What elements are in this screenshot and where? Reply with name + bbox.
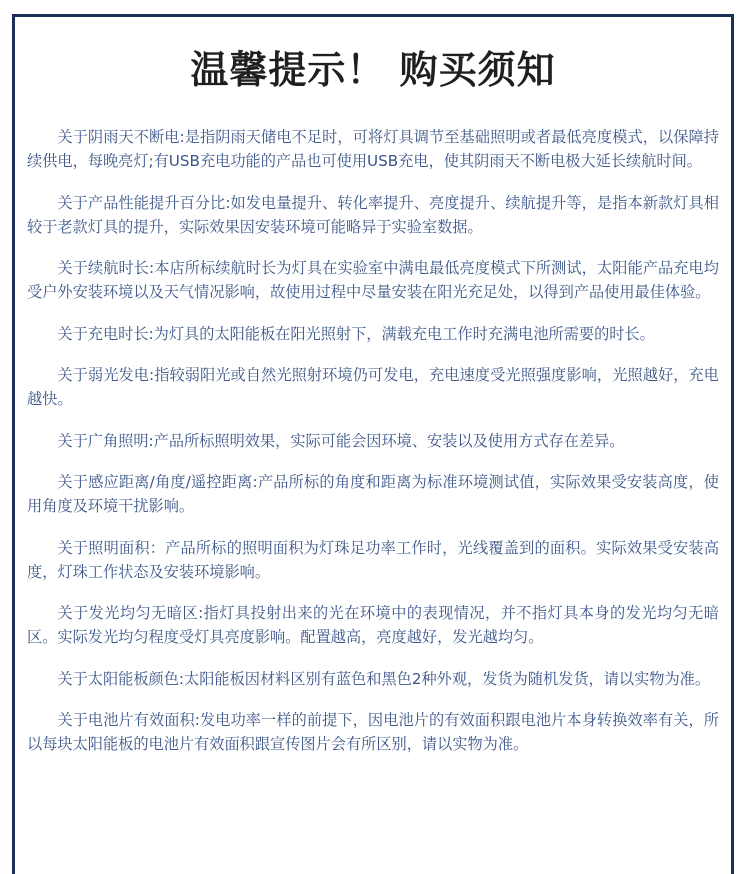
notice-paragraph-lighting-area: 关于照明面积：产品所标的照明面积为灯珠足功率工作时，光线覆盖到的面积。实际效果受安装高度，灯珠工作状态及安装环境影响。: [27, 538, 719, 581]
notice-paragraph-wide-angle: 关于广角照明:产品所标照明效果，实际可能会因环境、安装以及使用方式存在差异。: [57, 431, 625, 450]
page-title: 温馨提示！ 购买须知: [190, 48, 556, 92]
notice-paragraph-charge-time: 关于充电时长:为灯具的太阳能板在阳光照射下，满载充电工作时充满电池所需要的时长。: [57, 324, 655, 343]
notice-paragraph-rainy-day: 关于阴雨天不断电:是指阴雨天储电不足时，可将灯具调节至基础照明或者最低亮度模式，以保障持续供电，每晚亮灯;有USB充电功能的产品也可使用USB充电，使其阴雨天不断电极大延长续航时间。: [27, 128, 719, 170]
notice-paragraph-performance: 关于产品性能提升百分比:如发电量提升、转化率提升、亮度提升、续航提升等，是指本新款灯具相较于老款灯具的提升，实际效果因安装环境可能略异于实验室数据。: [27, 193, 719, 236]
notice-paragraph-uniform-light: 关于发光均匀无暗区:指灯具投射出来的光在环境中的表现情况，并不指灯具本身的发光均匀无暗区。实际发光均匀程度受灯具亮度影响。配置越高，亮度越好，发光越均匀。: [27, 604, 719, 646]
notice-paragraph-sensing: 关于感应距离/角度/遥控距离:产品所标的角度和距离为标准环境测试值，实际效果受安装高度，使用角度及环境干扰影响。: [27, 473, 719, 515]
notice-frame: [12, 14, 734, 874]
notice-paragraph-cell-area: 关于电池片有效面积:发电功率一样的前提下，因电池片的有效面积跟电池片本身转换效率有关，所以每块太阳能板的电池片有效面积跟宣传图片会有所区别，请以实物为准。: [27, 711, 719, 753]
notice-paragraph-panel-color: 关于太阳能板颜色:太阳能板因材料区别有蓝色和黑色2种外观，发货为随机发货，请以实物为准。: [57, 669, 711, 688]
notice-paragraph-weak-light: 关于弱光发电:指较弱阳光或自然光照射环境仍可发电，充电速度受光照强度影响，光照越好，充电越快。: [27, 366, 719, 408]
notice-paragraph-endurance: 关于续航时长:本店所标续航时长为灯具在实验室中满电最低亮度模式下所测试，太阳能产品充电均受户外安装环境以及天气情况影响，故使用过程中尽量安装在阳光充足处，以得到产品使用最佳体验。: [27, 259, 719, 301]
notice-content: [27, 125, 719, 774]
